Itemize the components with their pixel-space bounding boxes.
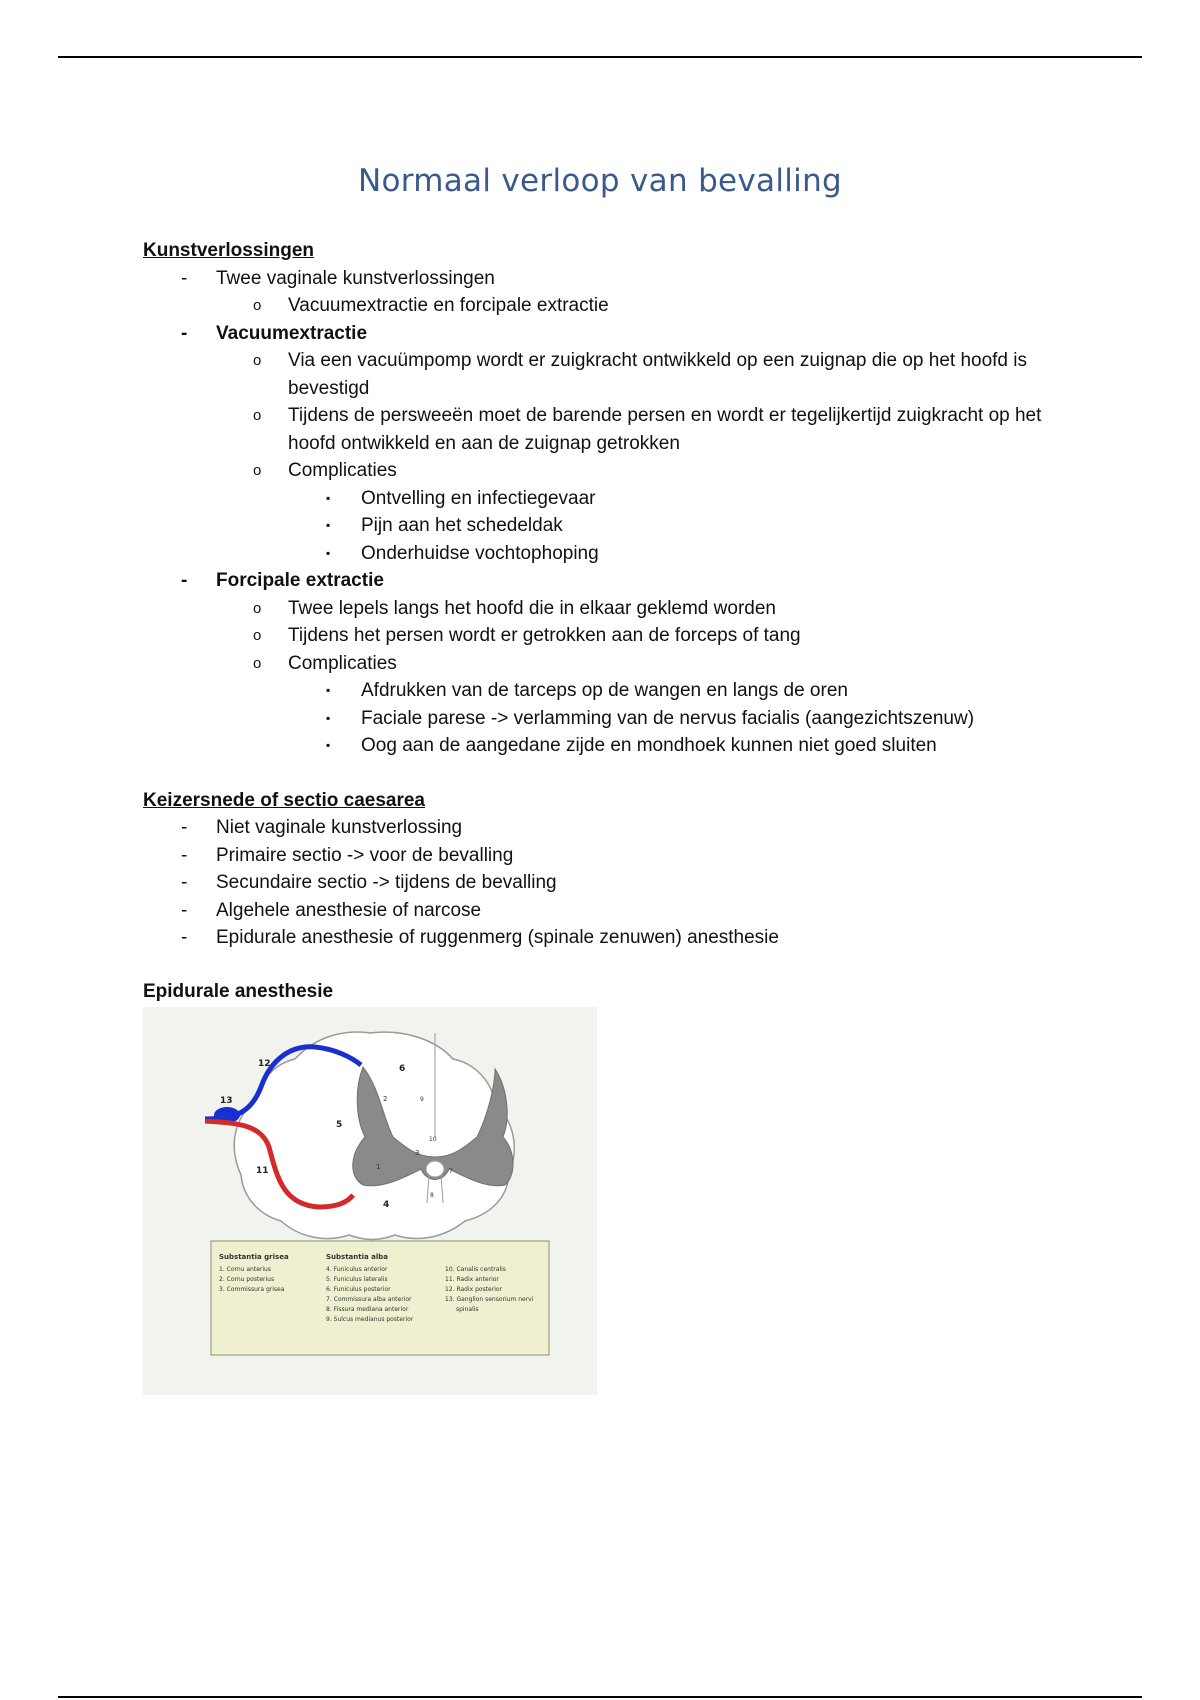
dash-marker: -	[181, 817, 188, 838]
circle-marker: o	[253, 654, 262, 672]
label-1: 1	[376, 1163, 381, 1171]
legend-item: 8. Fissura mediana anterior	[326, 1306, 409, 1313]
list-item	[143, 869, 1063, 897]
list-item	[143, 457, 1063, 485]
legend-item: 3. Commissura grisea	[219, 1286, 285, 1293]
dash-marker: -	[181, 267, 188, 289]
list-item-text: Twee lepels langs het hoofd die in elkaar geklemd worden	[288, 597, 776, 619]
list-item	[143, 595, 1063, 623]
spinal-cord-diagram	[143, 1007, 597, 1395]
list-item-text: Oog aan de aangedane zijde en mondhoek kunnen niet goed sluiten	[361, 735, 937, 756]
subheading-forcipale-extractie: Forcipale extractie	[216, 570, 384, 591]
list-item-text: Secundaire sectio -> tijdens de bevalling	[216, 872, 557, 893]
list-item	[143, 265, 1063, 293]
list-item-text: Primaire sectio -> voor de bevalling	[216, 844, 514, 866]
legend-col2-title: Substantia alba	[326, 1253, 389, 1261]
heading-kunstverlossingen: Kunstverlossingen	[143, 240, 315, 261]
list-item	[143, 540, 1063, 568]
legend-item: 4. Funiculus anterior	[326, 1266, 388, 1273]
legend-item: spinalis	[456, 1306, 479, 1313]
square-marker: ▪	[326, 518, 331, 532]
dash-marker: -	[181, 570, 188, 591]
legend-item: 1. Cornu anterius	[219, 1266, 271, 1273]
legend-item: 6. Funiculus posterior	[326, 1286, 391, 1293]
legend-item: 2. Cornu posterius	[219, 1276, 275, 1283]
circle-marker: o	[253, 627, 262, 644]
list-item-text: Ontvelling en infectiegevaar	[361, 487, 596, 509]
page-title: Normaal verloop van bevalling	[357, 163, 843, 199]
square-marker: ▪	[326, 490, 331, 505]
heading-epidurale: Epidurale anesthesie	[143, 980, 334, 1002]
list-item-text: Niet vaginale kunstverlossing	[216, 817, 463, 838]
spinal-cord-figure	[143, 1007, 597, 1395]
spacer	[143, 760, 1063, 787]
label-4: 4	[383, 1200, 390, 1210]
list-item-text: Vacuumextractie en forcipale extractie	[288, 295, 609, 316]
label-7: 7	[449, 1168, 453, 1175]
list-item-text: Twee vaginale kunstverlossingen	[216, 267, 495, 289]
dash-marker: -	[181, 322, 188, 344]
list-item-text: Pijn aan het schedeldak	[361, 515, 563, 536]
legend-item: 9. Sulcus medianus posterior	[326, 1316, 414, 1323]
subheading-vacuumextractie: Vacuumextractie	[216, 322, 368, 344]
label-10: 10	[429, 1136, 437, 1143]
list-item-text: Afdrukken van de tarceps op de wangen en langs de oren	[361, 680, 848, 701]
list-item-text: Via een vacuümpomp wordt er zuigkracht ontwikkeld op een zuignap die op het hoofd is bevestigd	[288, 350, 1027, 399]
list-item	[143, 622, 1063, 650]
square-marker: ▪	[326, 738, 331, 752]
list-item	[143, 402, 1063, 457]
label-8: 8	[430, 1192, 434, 1199]
list-item	[143, 292, 1063, 320]
label-12: 12	[258, 1059, 271, 1069]
list-item-text: Complicaties	[288, 652, 397, 674]
label-11: 11	[256, 1166, 269, 1176]
label-13: 13	[220, 1096, 233, 1106]
list-item-text: Epidurale anesthesie of ruggenmerg (spinale zenuwen) anesthesie	[216, 927, 779, 948]
bottom-rule	[58, 1696, 1142, 1698]
dash-marker: -	[181, 927, 188, 948]
list-item	[143, 347, 1063, 402]
list-item	[143, 512, 1063, 540]
list-item	[143, 897, 1063, 925]
label-2: 2	[383, 1095, 388, 1103]
legend-item: 7. Commissura alba anterior	[326, 1296, 412, 1303]
top-rule	[58, 56, 1142, 58]
list-item-text: Complicaties	[288, 460, 397, 481]
list-item-text: Algehele anesthesie of narcose	[216, 899, 482, 921]
label-9: 9	[420, 1096, 424, 1103]
legend-item: 13. Ganglion sensorium nervi	[445, 1296, 534, 1303]
list-item	[143, 732, 1063, 760]
dash-marker: -	[181, 899, 188, 921]
label-3: 3	[415, 1149, 420, 1157]
dash-marker: -	[181, 872, 188, 893]
square-marker: ▪	[326, 545, 331, 560]
label-6: 6	[399, 1064, 406, 1074]
legend-item: 5. Funiculus lateralis	[326, 1276, 388, 1283]
list-item	[143, 320, 1063, 348]
circle-marker: o	[253, 352, 262, 369]
square-marker: ▪	[326, 683, 331, 697]
list-item	[143, 705, 1063, 733]
heading-keizersnede: Keizersnede of sectio caesarea	[143, 789, 425, 811]
central-canal	[426, 1161, 444, 1177]
list-item-text: Faciale parese -> verlamming van de nervus facialis (aangezichtszenuw)	[361, 707, 975, 729]
list-item	[143, 814, 1063, 842]
circle-marker: o	[253, 407, 262, 424]
list-item-text: Tijdens de persweeën moet de barende persen en wordt er tegelijkertijd zuigkracht op het hoofd ontwikkeld en aan de zuignap getrokken	[288, 405, 1042, 454]
list-item	[143, 924, 1063, 952]
legend-item: 10. Canalis centralis	[445, 1266, 506, 1273]
circle-marker: o	[253, 599, 262, 617]
list-item	[143, 842, 1063, 870]
list-item	[143, 567, 1063, 595]
square-marker: ▪	[326, 710, 331, 725]
label-5: 5	[336, 1120, 343, 1130]
list-item	[143, 485, 1063, 513]
circle-marker: o	[253, 297, 262, 314]
list-item-text: Onderhuidse vochtophoping	[361, 542, 599, 564]
dash-marker: -	[181, 844, 188, 866]
circle-marker: o	[253, 462, 262, 479]
legend-item: 12. Radix posterior	[445, 1286, 503, 1293]
list-item	[143, 677, 1063, 705]
list-item-text: Tijdens het persen wordt er getrokken aan de forceps of tang	[288, 625, 801, 646]
document-body	[143, 237, 1063, 1395]
list-item	[143, 650, 1063, 678]
legend-col1-title: Substantia grisea	[219, 1253, 289, 1261]
legend-item: 11. Radix anterior	[445, 1276, 499, 1283]
spacer	[143, 952, 1063, 978]
